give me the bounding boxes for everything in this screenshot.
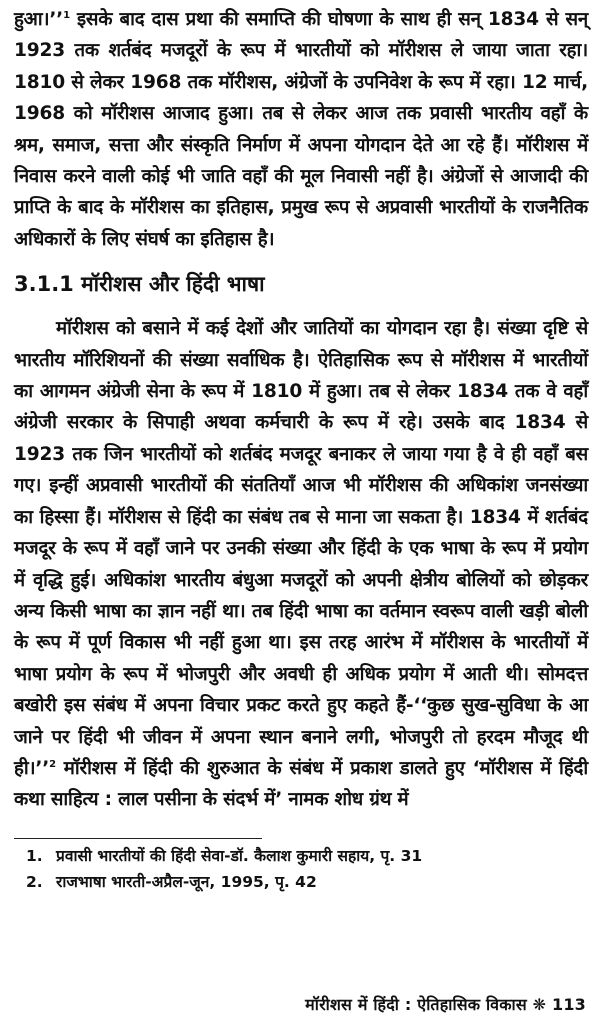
paragraph-part-1: मॉरीशस को बसाने में कई देशों और जातियों का योगदान रहा है। संख्या दृष्टि से भारतीय मॉरिशियनों की संख्या सर्वाधिक है। ऐतिहासिक रूप से मॉरीशस में भारतीयों का आगमन अंग्रेजी सेना के रूप में 1810 में हुआ। तब से लेकर 1834 तक वे वहाँ अंग्रेजी सरकार के सिपाही अथवा कर्मचारी के रूप में रहे। उसके बाद 1834 से 1923 तक जिन भारतीयों को शर्तबंद मजदूर बनाकर ले जाया गया है वे ही वहाँ बस गए। इन्हीं अप्रवासी भारतीयों की संततियाँ आज भी मॉरीशस की अधिकांश जनसंख्या का हिस्सा हैं। मॉरीशस से हिंदी का संबंध तब से माना जा सकता है। 1834 में शर्तबंद मजदूर के रूप में वहाँ जाने पर उनकी संख्या और हिंदी के एक भाषा के रूप में प्रयोग में वृद्धि हुई। अधिकांश भारतीय बंधुआ मजदूरों को अपनी क्षेत्रीय बोलियों को छोड़कर अन्य किसी भाषा का ज्ञान नहीं था। तब हिंदी भाषा का वर्तमान स्वरूप वाली खड़ी बोली के रूप में पूर्ण विकास भी नहीं हुआ था। इस तरह आरंभ में मॉरीशस के भारतीयों में भाषा प्रयोग के रूप में भोजपुरी और अवधी ही अधिक प्रयोग में आती थी। सोमदत्त बखोरी इस संबंध में अपना विचार प्रकट करते हुए कहते हैं-‘‘कुछ सुख-सुविधा के आ जाने पर हिंदी भी जीवन में अपना स्थान बनाने लगी, भोजपुरी तो हरदम मौजूद थी ही।’’ — [14, 318, 588, 779]
main-paragraph — [14, 313, 588, 816]
section-heading: 3.1.1 मॉरीशस और हिंदी भाषा — [14, 272, 265, 297]
paragraph-body: इसके बाद दास प्रथा की समाप्ति की घोषणा के साथ ही सन् 1834 से सन् 1923 तक शर्तबंद मजदूरों के रूप में भारतीयों को मॉरीशस ले जाया जाता रहा। 1810 से लेकर 1968 तक मॉरीशस, अंग्रेजों के उपनिवेश के रूप में रहा। 12 मार्च, 1968 को मॉरीशस आजाद हुआ। तब से लेकर आज तक प्रवासी भारतीय वहाँ के श्रम, समाज, सत्ता और संस्कृति निर्माण में अपना योगदान देते आ रहे हैं। मॉरीशस में निवास करने वाली कोई भी जाति वहाँ की मूल निवासी नहीं है। अंग्रेजों से आजादी की प्राप्ति के बाद के मॉरीशस का इतिहास, प्रमुख रूप से अप्रवासी भारतीयों के राजनैतिक अधिकारों के लिए संघर्ष का इतिहास है। — [14, 9, 588, 250]
footnote-text: प्रवासी भारतीयों की हिंदी सेवा-डॉ. कैलाश कुमारी सहाय, पृ. 31 — [56, 846, 423, 865]
footnote-divider — [14, 838, 262, 839]
running-footer: मॉरीशस में हिंदी : ऐतिहासिक विकास ❋ 113 — [305, 995, 586, 1014]
document-page — [14, 4, 588, 895]
footnote-number: 1. — [26, 846, 43, 865]
footnote-text: राजभाषा भारती-अप्रैल-जून, 1995, पृ. 42 — [56, 872, 317, 891]
footnote — [14, 843, 588, 869]
citation-mark: 2 — [49, 758, 56, 770]
footnote-number: 2. — [26, 872, 43, 891]
footnote — [14, 869, 588, 895]
citation-mark: 1 — [63, 9, 70, 21]
quote-end: हुआ।’’ — [14, 9, 64, 30]
top-paragraph — [14, 4, 588, 255]
paragraph-part-2: मॉरीशस में हिंदी की शुरुआत के संबंध में प्रकाश डालते हुए ‘मॉरीशस में हिंदी कथा साहित्य : लाल पसीना के संदर्भ में’ नामक शोध ग्रंथ में — [14, 757, 588, 811]
